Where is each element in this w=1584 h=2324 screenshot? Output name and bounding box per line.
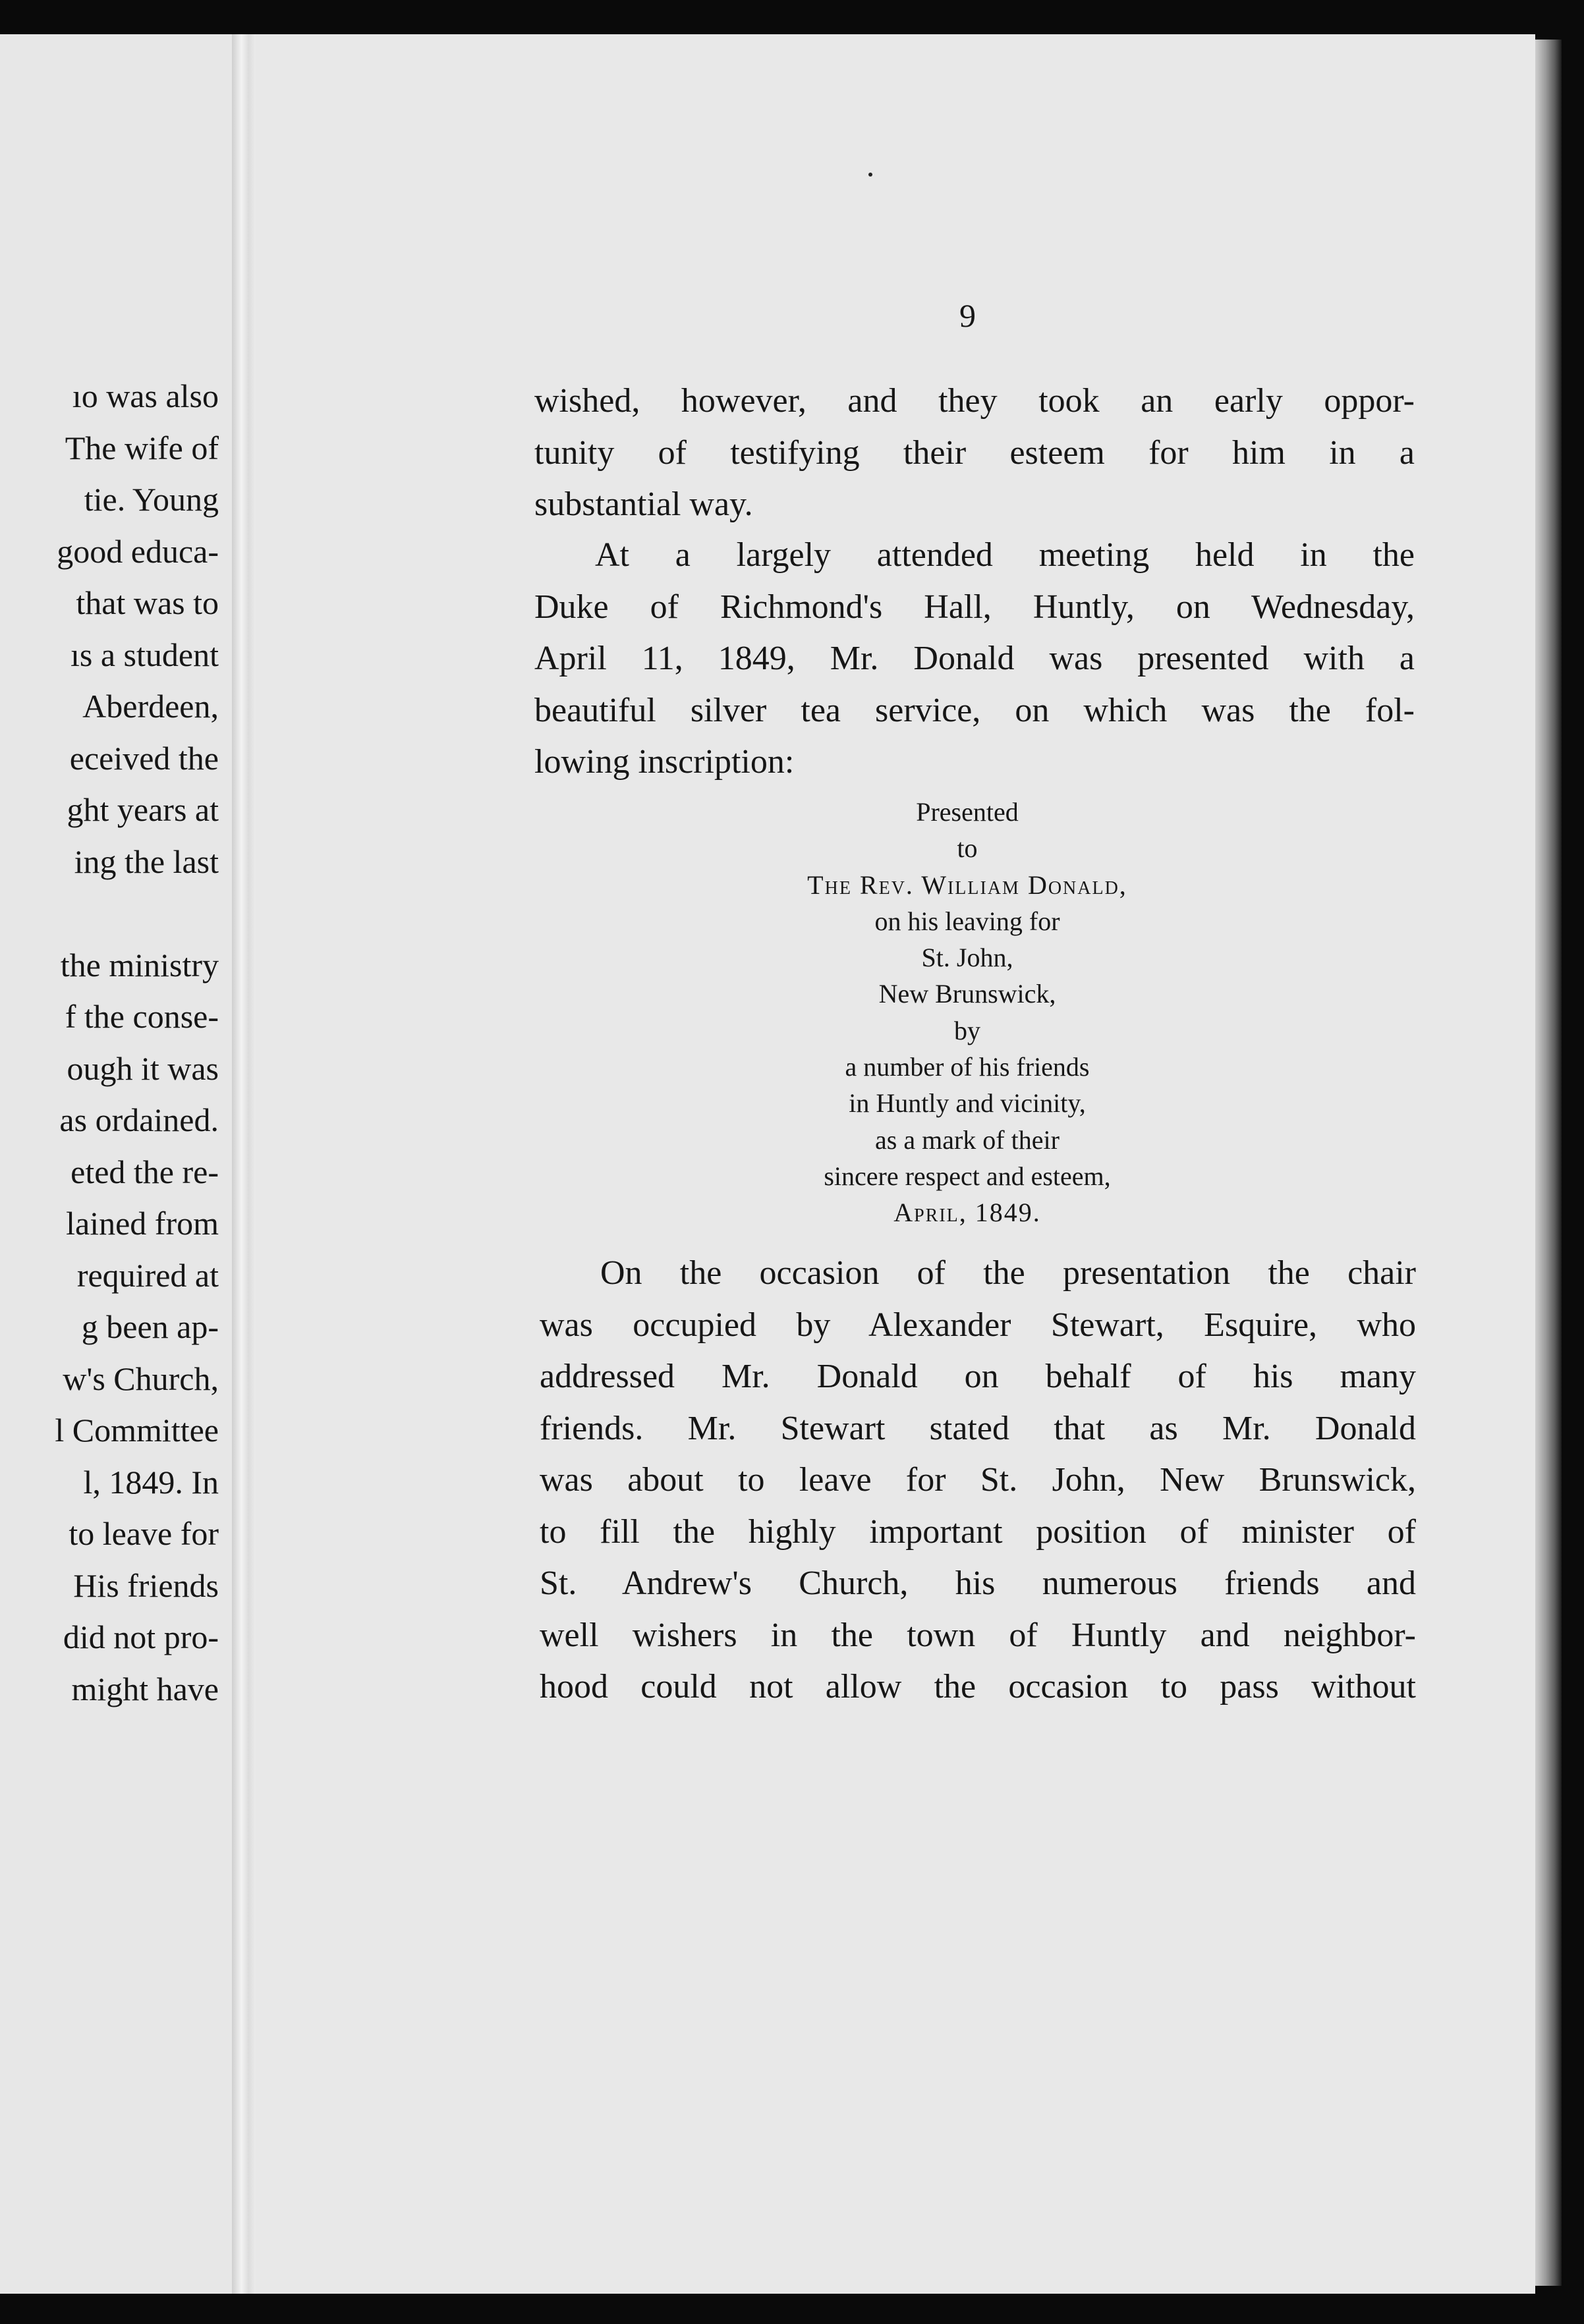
inscription-line: sincere respect and esteem, — [824, 1161, 1111, 1191]
previous-page-line: His friends — [73, 1566, 219, 1604]
previous-page-line: l Committee — [55, 1412, 219, 1449]
book-gutter — [232, 34, 256, 2294]
current-page — [256, 34, 1535, 2294]
text-line: beautiful silver tea service, on which was the fol- — [534, 691, 1415, 729]
previous-page-line: good educa- — [57, 532, 219, 570]
previous-page-line: f the conse- — [65, 998, 219, 1035]
dust-speck — [868, 173, 872, 177]
text-line: April 11, 1849, Mr. Donald was presented with a — [534, 640, 1415, 677]
previous-page-line: ough it was — [67, 1049, 219, 1087]
paragraph-3 — [540, 1248, 1416, 1713]
previous-page-line: the ministry — [60, 946, 219, 983]
previous-page — [0, 34, 232, 2294]
previous-page-line: did not pro- — [63, 1618, 219, 1655]
inscription-line: St. John, — [921, 943, 1013, 973]
inscription-line: April, 1849. — [893, 1198, 1041, 1228]
inscription-line: in Huntly and vicinity, — [849, 1088, 1086, 1119]
previous-page-line: required at — [76, 1256, 219, 1294]
text-line: wished, however, and they took an early oppor- — [534, 382, 1415, 420]
page-edge-shadow — [1535, 40, 1562, 2286]
inscription-line: New Brunswick, — [878, 979, 1056, 1009]
text-line: At a largely attended meeting held in the — [595, 536, 1415, 574]
text-line: to fill the highly important position of minister of — [540, 1512, 1416, 1551]
inscription-line: by — [954, 1015, 980, 1045]
text-line: was about to leave for St. John, New Brunswick, — [540, 1461, 1416, 1499]
previous-page-line: eted the re- — [71, 1153, 219, 1190]
paragraph-gap — [8, 887, 232, 939]
inscription-line: to — [957, 833, 978, 864]
previous-page-line: w's Church, — [63, 1360, 219, 1397]
previous-page-line: Aberdeen, — [82, 688, 219, 725]
inscription-line: on his leaving for — [874, 906, 1060, 936]
previous-page-line: l, 1849. In — [83, 1463, 219, 1501]
previous-page-line: eceived the — [69, 739, 219, 777]
text-line: tunity of testifying their esteem for him in a — [534, 433, 1415, 472]
previous-page-line: ing the last — [74, 843, 219, 880]
text-line: was occupied by Alexander Stewart, Esquire, who — [540, 1306, 1416, 1344]
inscription-block — [717, 794, 1218, 1231]
paragraph-1 — [534, 375, 1415, 531]
text-line: Duke of Richmond's Hall, Huntly, on Wednesday, — [534, 588, 1415, 626]
inscription-line: as a mark of their — [875, 1124, 1060, 1155]
previous-page-line: ıo was also — [72, 377, 219, 414]
previous-page-line: ght years at — [67, 791, 219, 828]
text-line: hood could not allow the occasion to pass without — [540, 1668, 1416, 1705]
previous-page-line: ıs a student — [71, 636, 219, 673]
previous-page-line: g been ap- — [81, 1308, 219, 1345]
inscription-line: a number of his friends — [845, 1052, 1090, 1082]
inscription-line: Presented — [916, 797, 1019, 827]
inscription-line: The Rev. William Donald, — [807, 870, 1127, 900]
previous-page-line: that was to — [76, 584, 219, 621]
previous-page-line: lained from — [66, 1205, 219, 1242]
text-line: On the occasion of the presentation the chair — [600, 1254, 1416, 1292]
text-line: well wishers in the town of Huntly and neighbor- — [540, 1616, 1416, 1654]
previous-page-line: The wife of — [65, 429, 219, 466]
previous-page-text — [8, 370, 232, 1715]
paragraph-2 — [534, 530, 1415, 788]
text-line: substantial way. — [534, 485, 753, 523]
text-line: St. Andrew's Church, his numerous friends and — [540, 1564, 1416, 1602]
page-number: 9 — [959, 297, 976, 334]
previous-page-line: to leave for — [69, 1515, 219, 1552]
text-line: addressed Mr. Donald on behalf of his many — [540, 1358, 1416, 1395]
previous-page-line: tie. Young — [84, 481, 219, 518]
previous-page-line: might have — [71, 1670, 219, 1707]
previous-page-line: as ordained. — [59, 1101, 219, 1138]
text-line: lowing inscription: — [534, 743, 795, 781]
text-line: friends. Mr. Stewart stated that as Mr. Donald — [540, 1409, 1416, 1447]
